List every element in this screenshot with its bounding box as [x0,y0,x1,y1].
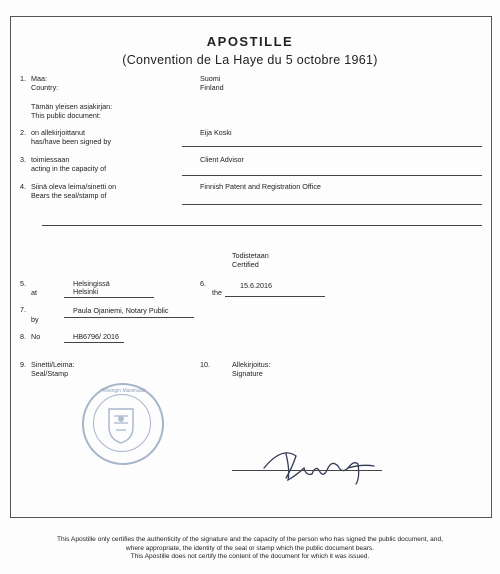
item-4-value: Finnish Patent and Registration Office [200,182,321,191]
apostille-footer [0,536,500,562]
item-7-number: 7. [20,305,26,314]
item-1-label-en: Country: [31,83,59,92]
certified-fi: Todistetaan [232,251,269,260]
intro-en: This public document: [31,111,101,120]
seal-text: Helsingin Maistraatti [100,388,146,394]
item-2-value: Eija Koski [200,128,232,137]
item-8-number: 8. [20,332,26,341]
item-5-value-fi: Helsingissä [73,279,110,288]
item-10-label-fi: Allekirjoitus: [232,360,271,369]
footer-line-2: where appropriate, the identity of the seal or stamp which the public document bears. [125,544,375,552]
item-3-label-fi: toimiessaan [31,155,70,164]
document-title: APOSTILLE [206,34,294,49]
signature-rule [232,470,382,471]
item-9-label-en: Seal/Stamp [31,369,69,378]
document-subtitle: (Convention de La Haye du 5 octobre 1961) [122,53,378,67]
item-8-value: HB6796/ 2016 [73,332,119,341]
item-7-rule [64,317,194,318]
item-4-number: 4. [20,182,26,191]
item-5-label: at [31,288,37,297]
certified-en: Certified [232,260,259,269]
item-4-label-en: Bears the seal/stamp of [31,191,107,200]
official-seal [82,383,164,465]
item-1-label-fi: Maa: [31,74,47,83]
item-7-label: by [31,315,39,324]
coat-of-arms-icon [82,383,160,461]
item-1-value-fi: Suomi [200,74,221,83]
footer-line-3: This Apostille does not certify the content of the document for which it was issued. [130,553,370,561]
item-5-value-en: Helsinki [73,287,99,296]
footer-line-1: This Apostille only certifies the authenticity of the signature and the capacity of the person who has signed the public document, and, [57,536,443,543]
item-10-number: 10. [200,360,210,369]
item-3-value: Client Advisor [200,155,244,164]
item-6-rule [225,296,325,297]
item-10-label-en: Signature [232,369,263,378]
item-4-label-fi: Siinä oleva leima/sinetti on [31,182,117,191]
item-8-rule [64,342,124,343]
item-2-rule [182,146,482,147]
item-2-number: 2. [20,128,26,137]
item-6-label: the [212,288,222,297]
item-5-rule [64,297,154,298]
item-9-number: 9. [20,360,26,369]
item-3-label-en: acting in the capacity of [31,164,107,173]
item-3-number: 3. [20,155,26,164]
item-1-number: 1. [20,74,26,83]
item-1-value-en: Finland [200,83,224,92]
item-3-rule [182,175,482,176]
item-9-label-fi: Sinetti/Leima: [31,360,75,369]
item-6-value: 15.6.2016 [240,281,272,290]
item-2-label-fi: on allekirjoittanut [31,128,85,137]
item-4-rule-2 [42,225,482,226]
item-8-label: No [31,332,41,341]
item-7-value: Paula Ojaniemi, Notary Public [73,306,169,315]
item-6-number: 6. [200,279,206,288]
intro-fi: Tämän yleisen asiakirjan: [31,102,113,111]
item-4-rule-1 [182,204,482,205]
item-5-number: 5. [20,279,26,288]
item-2-label-en: has/have been signed by [31,137,111,146]
handwritten-signature [262,438,382,488]
